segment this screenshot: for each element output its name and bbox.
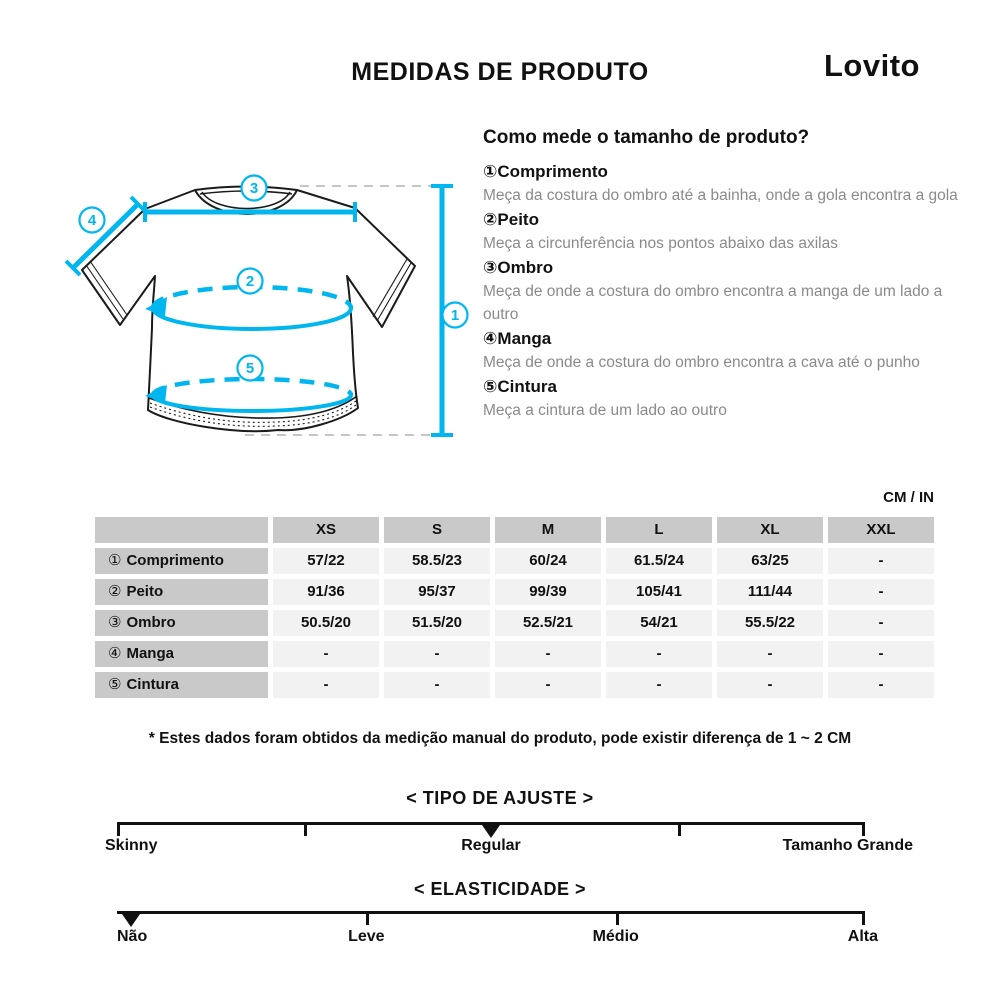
stretch-tick-medio	[616, 914, 619, 925]
fit-tick-start	[117, 825, 120, 836]
cell-value: -	[717, 641, 823, 667]
fit-slider-track	[117, 822, 865, 825]
cell-value: 111/44	[717, 579, 823, 605]
unit-label: CM / IN	[883, 489, 934, 506]
stretch-label-medio: Médio	[592, 928, 639, 945]
row-number-icon: ①	[108, 552, 122, 569]
column-header-xxl: XXL	[828, 517, 934, 543]
cell-value: -	[606, 641, 712, 667]
stretch-tick-leve	[366, 914, 369, 925]
item-number: ⑤	[483, 377, 498, 396]
cell-value: 60/24	[495, 548, 601, 574]
stretch-label-nao: Não	[117, 928, 148, 945]
cell-value: 58.5/23	[384, 548, 490, 574]
stretch-label-leve: Leve	[348, 928, 385, 945]
column-header-xl: XL	[717, 517, 823, 543]
brand-logo: Lovito	[824, 48, 920, 83]
fit-label-tamanho-grande: Tamanho Grande	[782, 837, 913, 854]
item-number: ④	[483, 329, 498, 348]
row-number-icon: ②	[108, 583, 122, 600]
item-description: Meça de onde a costura do ombro encontra a cava até o punho	[483, 354, 920, 371]
cell-value: -	[495, 641, 601, 667]
cell-value: -	[828, 672, 934, 698]
fit-slider-labels	[105, 837, 913, 857]
tshirt-measure-diagram	[50, 158, 480, 470]
item-name: Cintura	[497, 377, 557, 396]
tshirt-outline	[82, 187, 415, 432]
callout-number-5: 5	[245, 360, 255, 377]
callout-number-3: 3	[249, 180, 259, 197]
cell-value: 55.5/22	[717, 610, 823, 636]
size-table	[95, 517, 934, 698]
cell-value: 52.5/21	[495, 610, 601, 636]
item-description: Meça da costura do ombro até a bainha, onde a gola encontra a gola	[483, 187, 958, 204]
row-label-comprimento	[95, 548, 268, 574]
stretch-marker-icon	[122, 914, 140, 927]
item-number: ②	[483, 210, 498, 229]
stretch-slider-title: < ELASTICIDADE >	[413, 879, 587, 899]
row-label-text: Cintura	[126, 676, 179, 693]
column-header-s: S	[384, 517, 490, 543]
cell-value: 57/22	[273, 548, 379, 574]
fit-label-skinny: Skinny	[105, 837, 158, 854]
callout-number-1: 1	[450, 307, 460, 324]
row-label-text: Ombro	[126, 614, 176, 631]
cell-value: 54/21	[606, 610, 712, 636]
how-to-item	[483, 160, 961, 207]
cell-value: 99/39	[495, 579, 601, 605]
item-number: ①	[483, 162, 498, 181]
item-description: Meça de onde a costura do ombro encontra a manga de um lado a outro	[483, 283, 943, 323]
cell-value: 51.5/20	[384, 610, 490, 636]
item-name: Manga	[497, 329, 552, 348]
page-title: MEDIDAS DE PRODUTO	[351, 58, 649, 86]
column-header-m: M	[495, 517, 601, 543]
item-description: Meça a cintura de um lado ao outro	[483, 402, 727, 419]
cell-value: 91/36	[273, 579, 379, 605]
row-label-text: Comprimento	[126, 552, 224, 569]
stretch-slider-track	[117, 911, 865, 914]
row-label-manga	[95, 641, 268, 667]
cell-value: -	[828, 548, 934, 574]
cell-value: -	[273, 672, 379, 698]
how-to-title: Como mede o tamanho de produto?	[483, 127, 810, 148]
row-number-icon: ⑤	[108, 676, 122, 693]
cell-value: -	[495, 672, 601, 698]
tshirt-diagram-svg	[50, 158, 480, 470]
column-header-xs: XS	[273, 517, 379, 543]
cell-value: -	[606, 672, 712, 698]
cell-value: -	[828, 610, 934, 636]
cell-value: 63/25	[717, 548, 823, 574]
row-label-text: Peito	[126, 583, 164, 600]
column-header-l: L	[606, 517, 712, 543]
row-label-ombro	[95, 610, 268, 636]
callout-number-4: 4	[87, 212, 97, 229]
fit-tick-end	[862, 825, 865, 836]
row-label-cintura	[95, 672, 268, 698]
fit-slider-title: < TIPO DE AJUSTE >	[406, 788, 594, 808]
row-label-peito	[95, 579, 268, 605]
how-to-item	[483, 208, 961, 255]
cell-value: -	[828, 579, 934, 605]
cell-value: 61.5/24	[606, 548, 712, 574]
cell-value: -	[384, 641, 490, 667]
item-name: Ombro	[497, 258, 554, 277]
how-to-item	[483, 256, 961, 326]
how-to-item	[483, 375, 961, 422]
fit-tick-quarter	[304, 825, 307, 836]
row-number-icon: ③	[108, 614, 122, 631]
stretch-label-alta: Alta	[847, 928, 878, 945]
cell-value: 95/37	[384, 579, 490, 605]
cell-value: -	[273, 641, 379, 667]
item-number: ③	[483, 258, 498, 277]
table-corner-cell	[95, 517, 268, 543]
row-number-icon: ④	[108, 645, 122, 662]
cell-value: -	[717, 672, 823, 698]
how-to-item	[483, 327, 961, 374]
how-to-measure-section	[483, 127, 961, 423]
row-label-text: Manga	[126, 645, 174, 662]
stretch-slider-labels	[117, 928, 878, 948]
item-description: Meça a circunferência nos pontos abaixo das axilas	[483, 235, 838, 252]
stretch-tick-end	[862, 914, 865, 925]
measurement-disclaimer: * Estes dados foram obtidos da medição manual do produto, pode existir diferença de 1 ~ 2 CM	[148, 730, 852, 747]
cell-value: -	[384, 672, 490, 698]
item-name: Comprimento	[497, 162, 608, 181]
cell-value: 105/41	[606, 579, 712, 605]
fit-label-regular: Regular	[461, 837, 521, 854]
item-name: Peito	[497, 210, 539, 229]
callout-number-2: 2	[245, 273, 255, 290]
fit-tick-three-quarter	[678, 825, 681, 836]
cell-value: -	[828, 641, 934, 667]
cell-value: 50.5/20	[273, 610, 379, 636]
